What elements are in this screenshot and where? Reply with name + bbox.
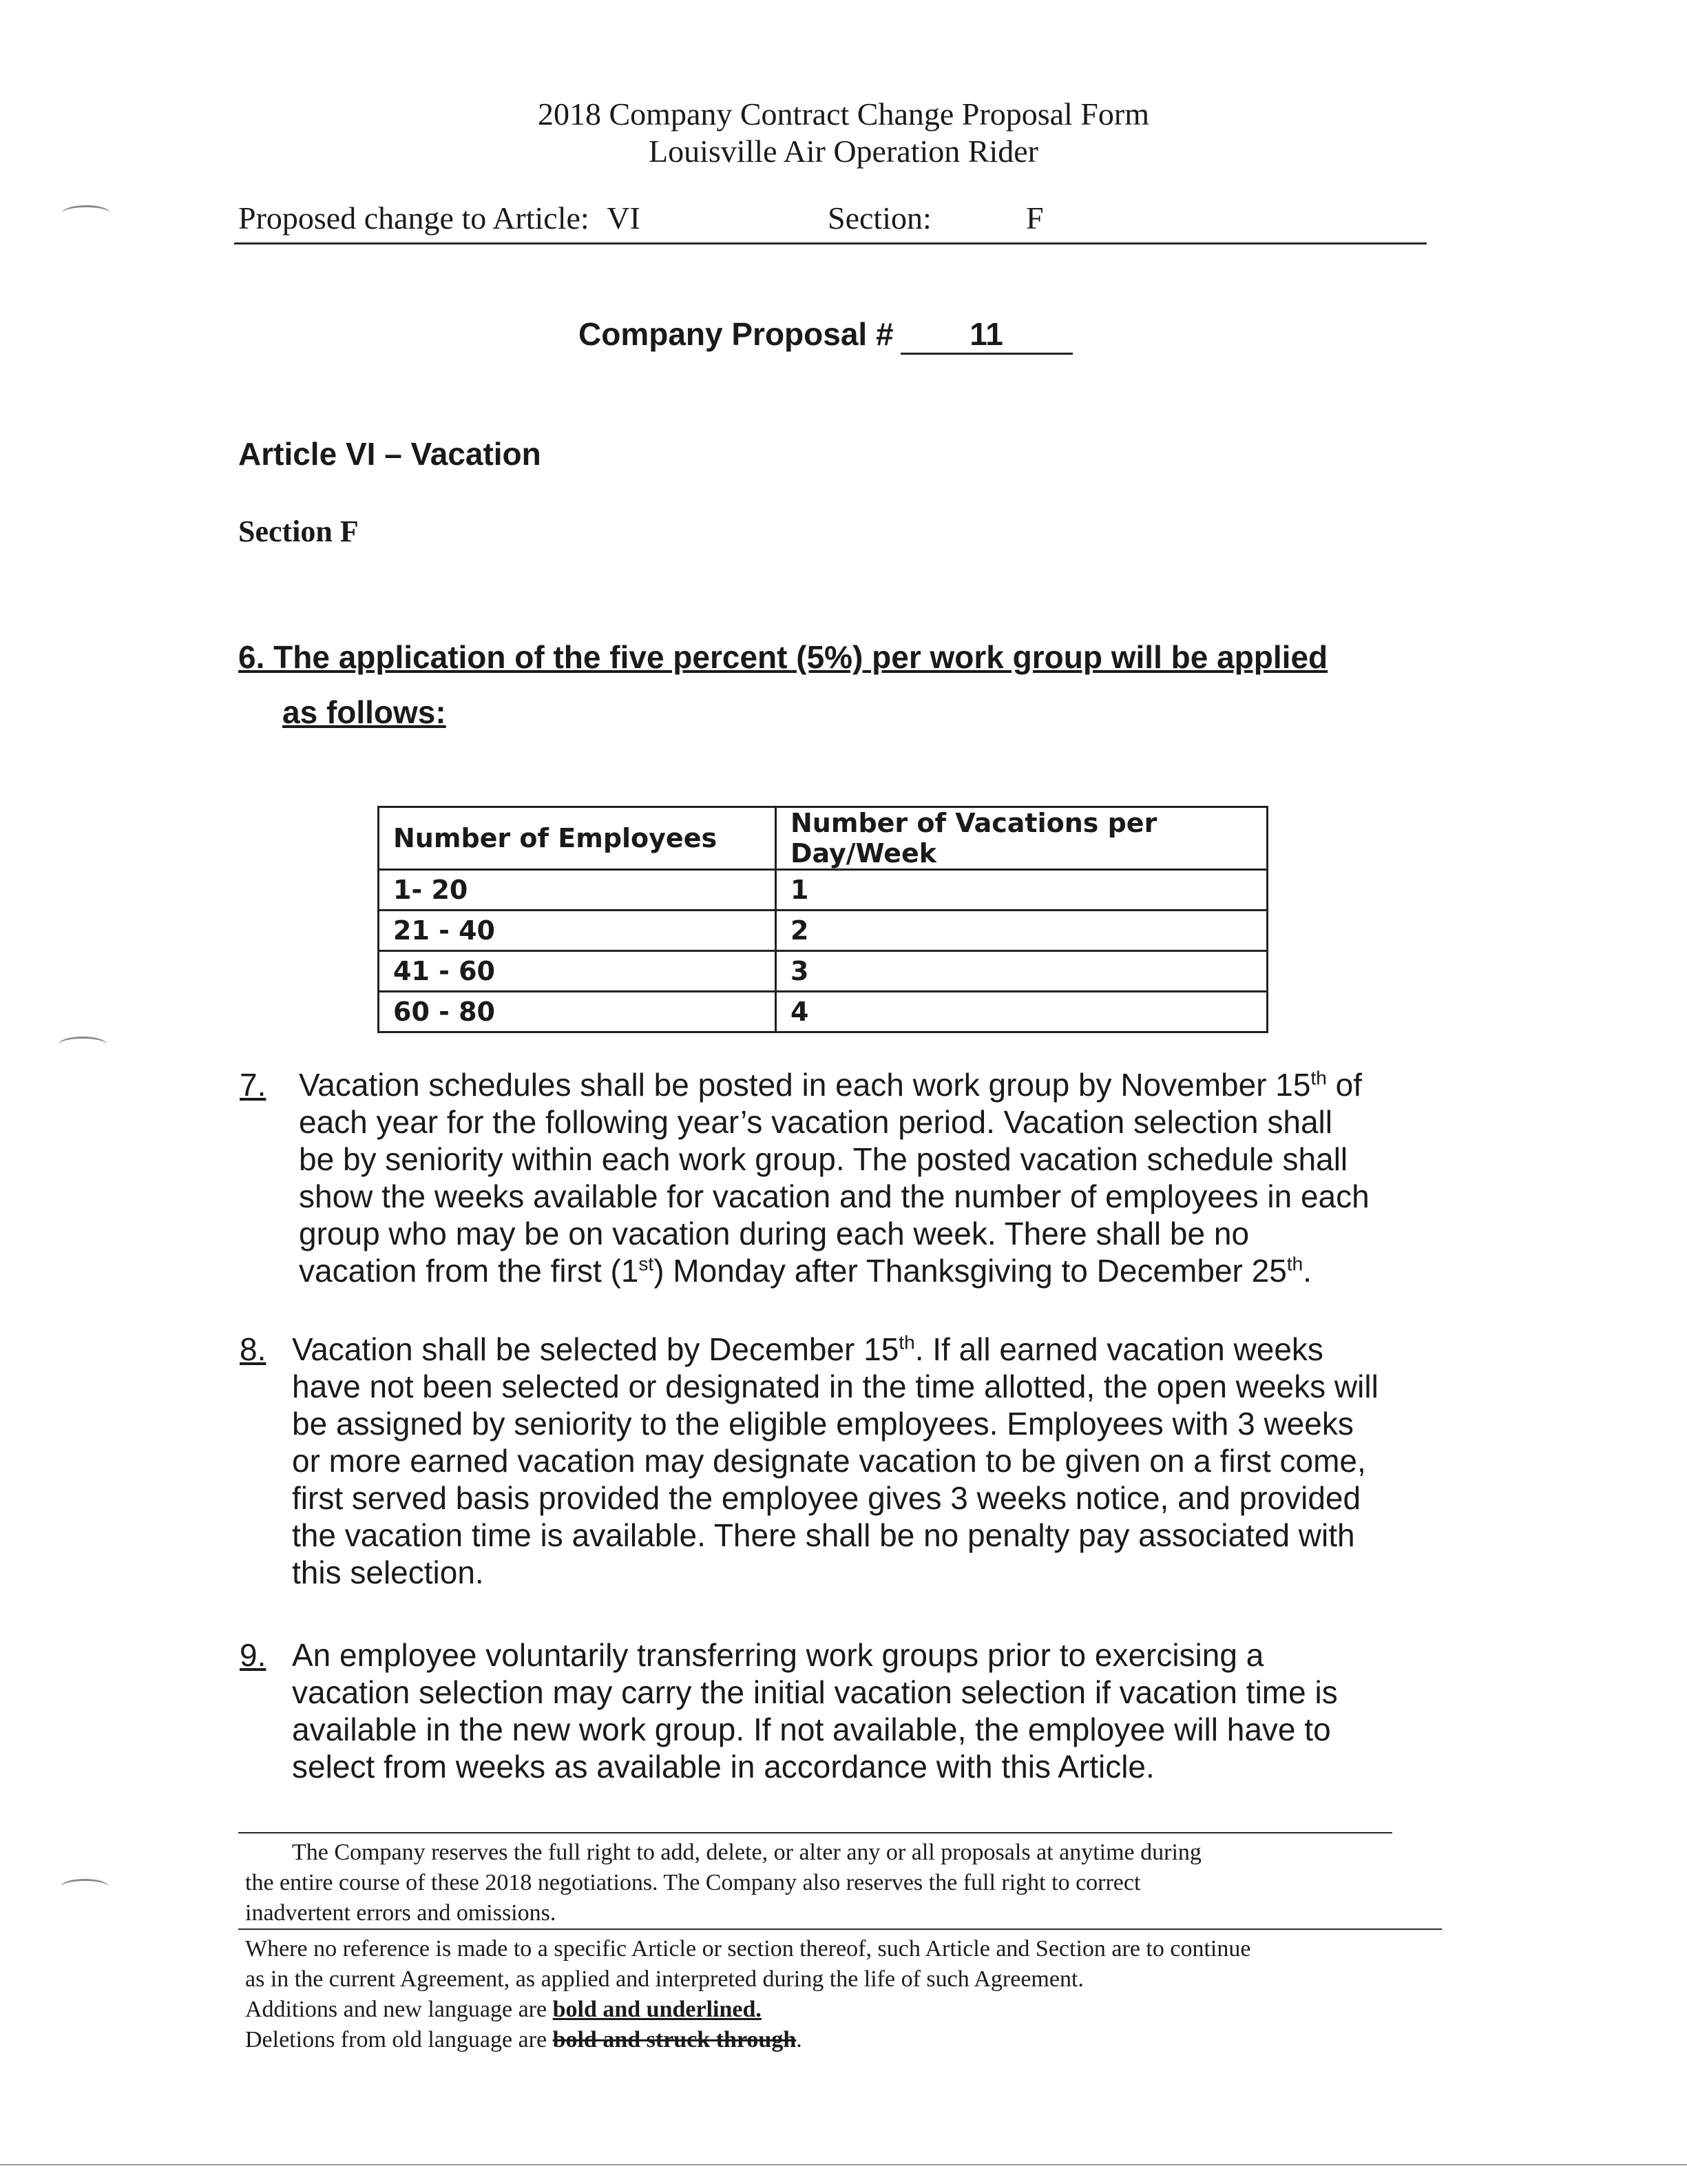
- article-line: [238, 200, 640, 236]
- footer-rule: [238, 1928, 1442, 1930]
- section-label: Section:: [828, 200, 932, 236]
- item-6-line-2: as follows:: [282, 694, 446, 730]
- section-value: F: [1026, 200, 1044, 236]
- item-6-line-1: 6. The application of the five percent (5%) per work group will be applied: [238, 639, 1328, 675]
- table-cell: 41 - 60: [379, 951, 776, 992]
- table-row: [379, 870, 1268, 911]
- article-value: VI: [607, 200, 640, 236]
- article-label: Proposed change to Article:: [238, 200, 589, 236]
- vacation-table: [377, 806, 1268, 1033]
- table-row: [379, 992, 1268, 1032]
- additions-example: bold and underlined.: [552, 1997, 762, 2022]
- form-title: 2018 Company Contract Change Proposal Form: [538, 96, 1149, 132]
- proposal-line: [578, 315, 1073, 355]
- footer-rule: [238, 1832, 1392, 1833]
- table-header-cell: Number of Vacations per Day/Week: [776, 807, 1268, 870]
- table-cell: 1- 20: [379, 870, 776, 911]
- page-bottom-rule: [0, 2164, 1687, 2165]
- item-8: 8. Vacation shall be selected by December 15th. If all earned vacation weeks have not been selected or designated in the time allotted, the open weeks will be assigned by seniority to the eligible employees. Employees with 3 weeks or more earned vacation may designate vacation to be given on a first come, first served basis provided the employee gives 3 weeks notice, and provided the vacation time is available. There shall be no penalty pay associated with this selection.: [240, 1331, 1379, 1590]
- table-header-row: [379, 807, 1268, 870]
- table-header-cell: Number of Employees: [379, 807, 776, 870]
- table-row: [379, 951, 1268, 992]
- table-cell: 4: [776, 992, 1268, 1032]
- item-9: 9. An employee voluntarily transferring work groups prior to exercising a vacation selection may carry the initial vacation selection if vacation time is available in the new work group. If not available, the employee will have to select from weeks as available in accordance with this Article.: [240, 1637, 1338, 1785]
- deletions-example: bold and struck through: [552, 2027, 797, 2052]
- item-7: 7. Vacation schedules shall be posted in each work group by November 15th of each year for the following year’s vacation period. Vacation selection shall be by seniority within each work group. The posted vacation schedule shall show the weeks available for vacation and the number of employees in each group who may be on vacation during each week. There shall be no vacation from the first (1st) Monday after Thanksgiving to December 25th.: [240, 1067, 1370, 1289]
- proposal-label: Company Proposal #: [578, 316, 894, 352]
- table-row: [379, 911, 1268, 951]
- section-heading: Section F: [238, 514, 359, 548]
- item-number: 7.: [240, 1067, 266, 1103]
- item-number: 8.: [240, 1331, 266, 1367]
- legend-notice: Where no reference is made to a specific Article or section thereof, such Article and Section are to continue as in the current Agreement, as applied and interpreted during the life of such Agreement. Additions and new language are bold and underlined. Deletions from old language are bold and struck through.: [245, 1936, 1251, 2052]
- table-cell: 2: [776, 911, 1268, 951]
- scan-mark: [59, 1037, 107, 1052]
- table-cell: 1: [776, 870, 1268, 911]
- proposal-number: 11: [901, 315, 1073, 355]
- header-rule: [234, 242, 1427, 245]
- table-cell: 21 - 40: [379, 911, 776, 951]
- article-heading: Article VI – Vacation: [238, 436, 541, 472]
- reservation-notice: The Company reserves the full right to add, delete, or alter any or all proposals at anytime during the entire course of these 2018 negotiations. The Company also reserves the full right to correct inadvertent errors and omissions.: [245, 1840, 1202, 1926]
- scan-mark: [61, 1879, 109, 1895]
- form-subtitle: Louisville Air Operation Rider: [649, 134, 1038, 169]
- table-cell: 60 - 80: [379, 992, 776, 1032]
- scan-mark: [62, 205, 110, 221]
- item-number: 9.: [240, 1637, 266, 1673]
- table-cell: 3: [776, 951, 1268, 992]
